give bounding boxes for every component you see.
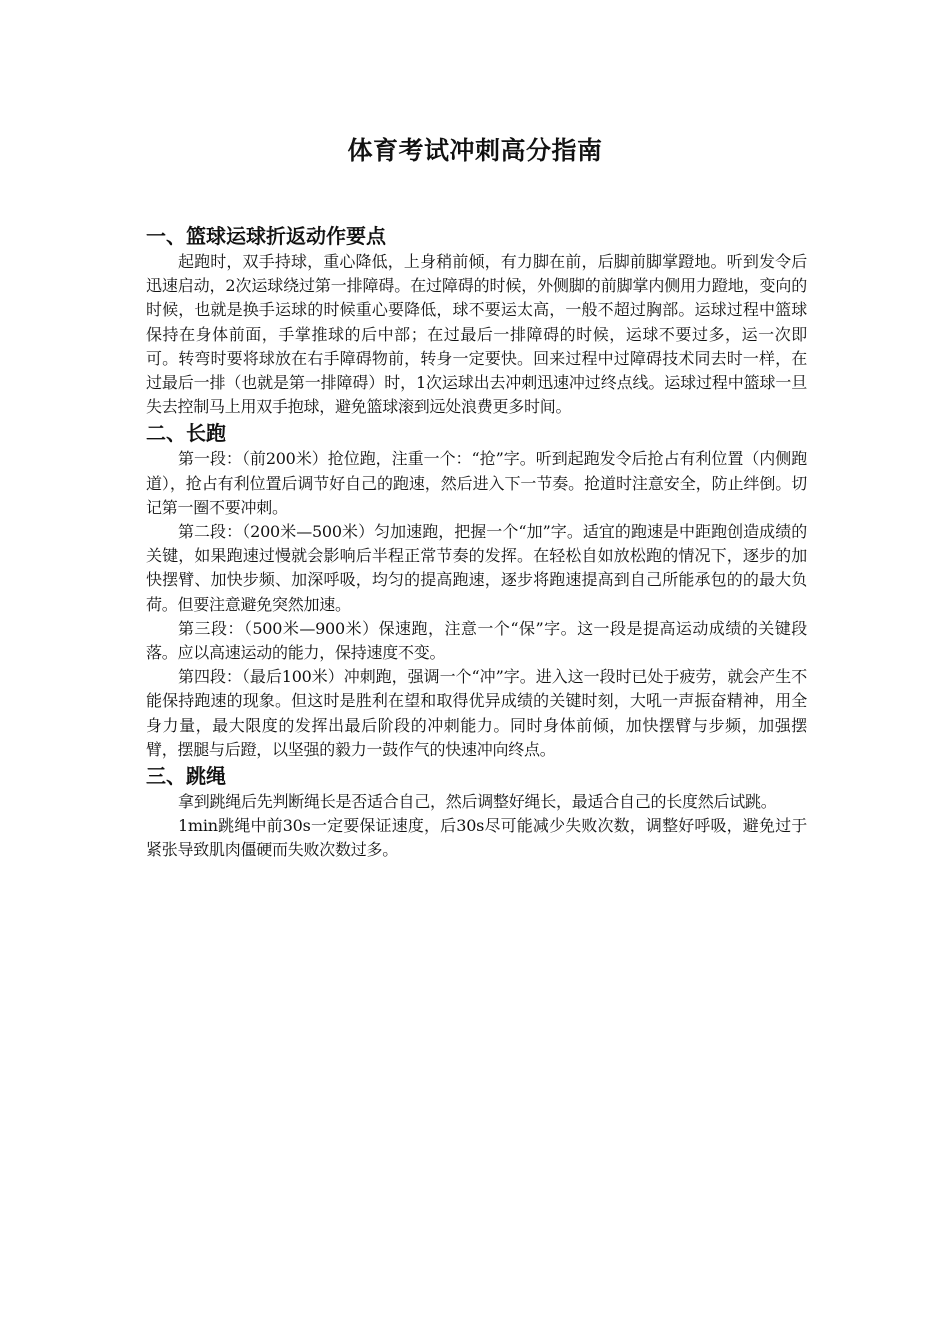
- paragraph: 第三段：（500米—900米）保速跑，注意一个“保”字。这一段是提高运动成绩的关键段落。应以高速运动的能力，保持速度不变。: [146, 618, 807, 663]
- section-long-run: [146, 419, 807, 762]
- section-jump-rope: [146, 762, 807, 863]
- section-basketball: [146, 222, 807, 419]
- page-title: 体育考试冲刺高分指南: [347, 136, 603, 165]
- section-heading: 三、跳绳: [146, 764, 226, 789]
- section-heading: 一、篮球运球折返动作要点: [146, 224, 386, 248]
- document-body: [146, 222, 807, 863]
- section-heading: 二、长跑: [146, 421, 226, 446]
- paragraph: 1min跳绳中前30s一定要保证速度，后30s尽可能减少失败次数，调整好呼吸，避免过于紧张导致肌肉僵硬而失败次数过多。: [146, 816, 807, 860]
- paragraph: 第四段：（最后100米）冲刺跑，强调一个“冲”字。进入这一段时已处于疲劳，就会产生不能保持跑速的现象。但这时是胜利在望和取得优异成绩的关键时刻，大吼一声振奋精神，用全身力量，最大限度的发挥出最后阶段的冲刺能力。同时身体前倾，加快摆臂与步频，加强摆臂，摆腿与后蹬，以坚强的毅力一鼓作气的快速冲向终点。: [146, 667, 807, 759]
- paragraph: 起跑时，双手持球，重心降低，上身稍前倾，有力脚在前，后脚前脚掌蹬地。听到发令后迅速启动，2次运球绕过第一排障碍。在过障碍的时候，外侧脚的前脚掌内侧用力蹬地，变向的时候，也就是换手运球的时候重心要降低，球不要运太高，一般不超过胸部。运球过程中篮球保持在身体前面，手掌推球的后中部；在过最后一排障碍的时候，运球不要过多，运一次即可。转弯时要将球放在右手障碍物前，转身一定要快。回来过程中过障碍技术同去时一样，在过最后一排（也就是第一排障碍）时，1次运球出去冲刺迅速冲过终点线。运球过程中篮球一旦失去控制马上用双手抱球，避免篮球滚到远处浪费更多时间。: [146, 252, 807, 417]
- paragraph: 第二段：（200米—500米）匀加速跑，把握一个“加”字。适宜的跑速是中距跑创造成绩的关键，如果跑速过慢就会影响后半程正常节奏的发挥。在轻松自如放松跑的情况下，逐步的加快摆臂、加快步频、加深呼吸，均匀的提高跑速，逐步将跑速提高到自己所能承包的的最大负荷。但要注意避免突然加速。: [146, 522, 807, 614]
- paragraph: 第一段：（前200米）抢位跑，注重一个：“抢”字。听到起跑发令后抢占有利位置（内侧跑道），抢占有利位置后调节好自己的跑速，然后进入下一节奏。抢道时注意安全，防止绊倒。切记第一圈不要冲刺。: [146, 449, 807, 517]
- paragraph: 拿到跳绳后先判断绳长是否适合自己，然后调整好绳长，最适合自己的长度然后试跳。: [178, 792, 777, 812]
